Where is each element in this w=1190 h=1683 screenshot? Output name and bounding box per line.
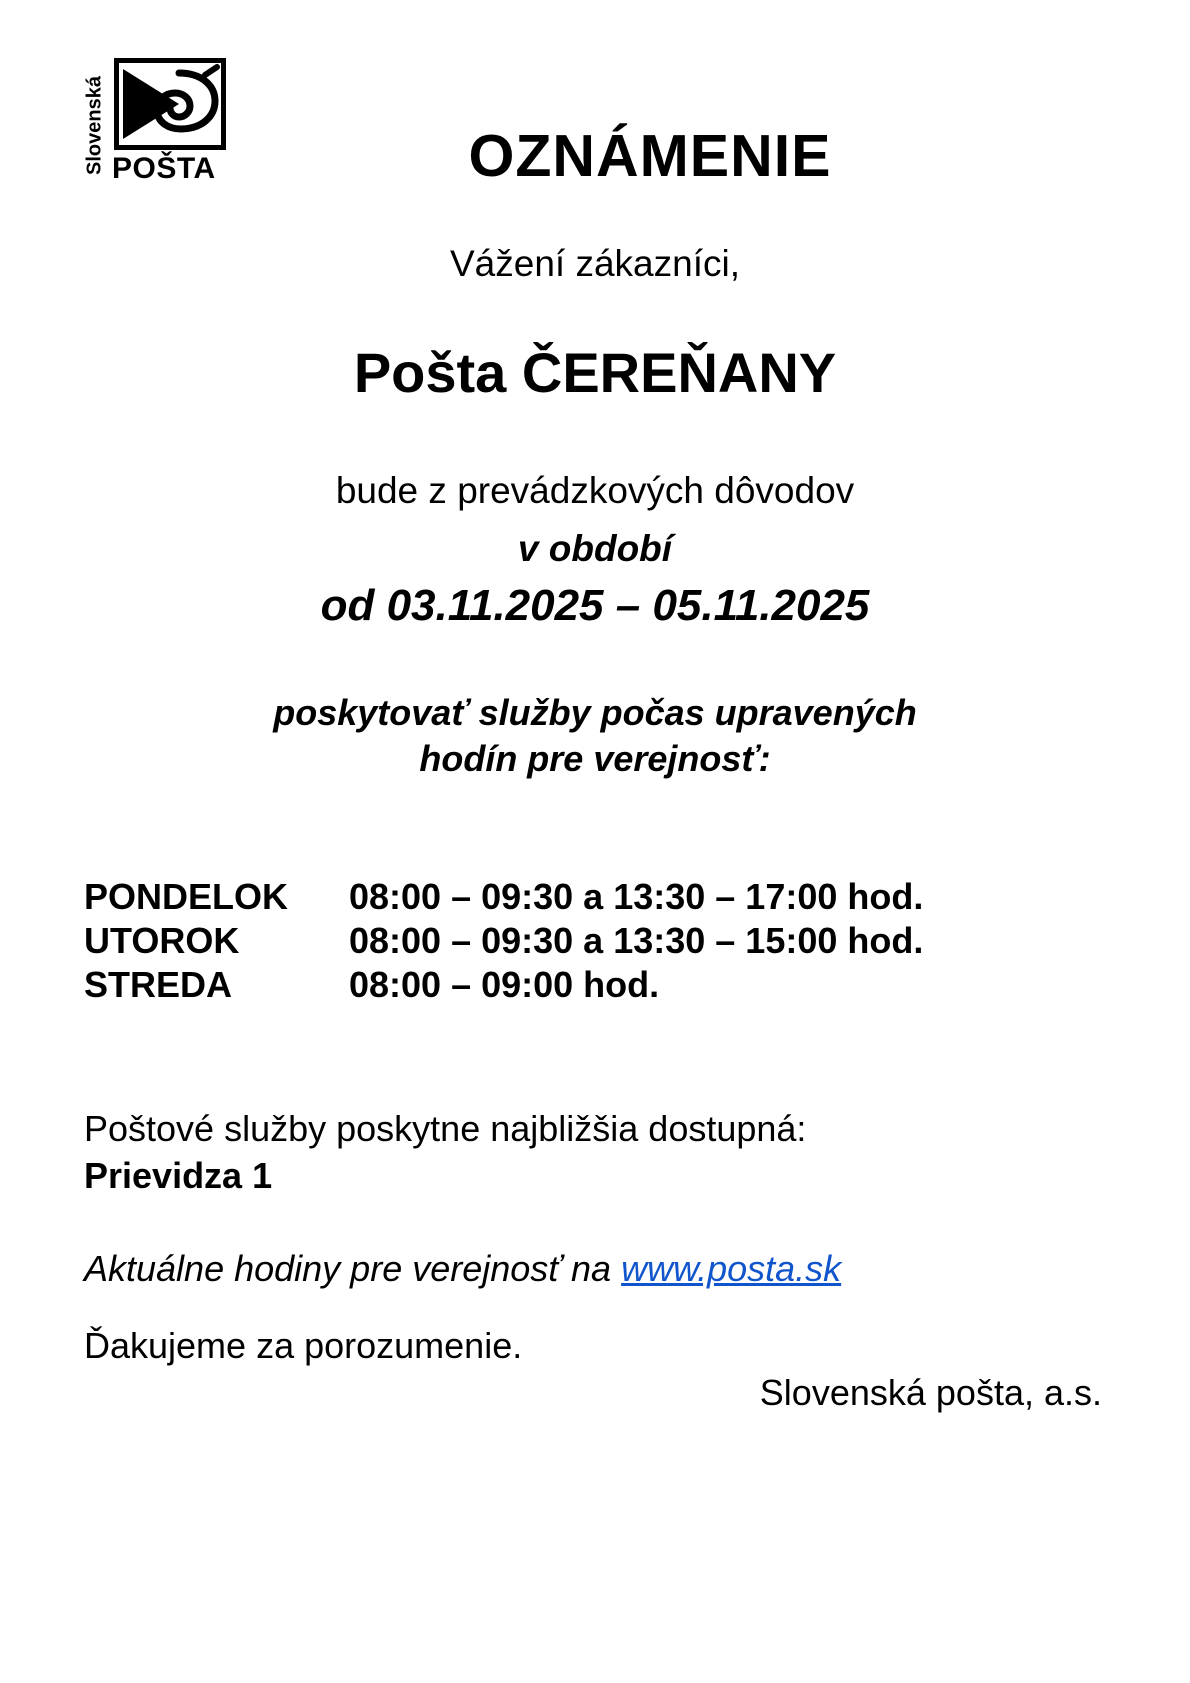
nearest-office-name: Prievidza 1 [84,1155,273,1196]
closure-reason: bude z prevádzkových dôvodov [335,470,855,511]
hours-time: 08:00 – 09:30 a 13:30 – 17:00 hod. [349,876,924,917]
hours-time: 08:00 – 09:00 hod. [349,963,660,1005]
signature-text: Slovenská pošta, a.s. [759,1372,1102,1413]
logo-bottom-text: POŠTA [112,152,216,185]
hours-time: 08:00 – 09:30 a 13:30 – 15:00 hod. [349,919,924,961]
hours-day: STREDA [84,963,233,1005]
actual-hours-prefix: Aktuálne hodiny pre verejnosť na [84,1248,622,1289]
page-title: OZNÁMENIE [468,123,832,189]
table-row [84,919,1104,963]
services-note-line-2: hodín pre verejnosť: [419,738,771,780]
logo-vertical-text: Slovenská [83,76,106,175]
table-row [84,875,1104,919]
hours-day: PONDELOK [84,876,289,917]
opening-hours-table [84,875,1104,1007]
table-row [84,963,1104,1007]
services-note [0,690,1190,782]
nearest-office-label: Poštové služby poskytne najbližšia dostupná: [84,1108,807,1149]
actual-hours-note [84,1248,841,1290]
period-label: v období [517,528,673,569]
posta-sk-link[interactable]: www.posta.sk [621,1248,842,1289]
period-dates: od 03.11.2025 – 05.11.2025 [320,581,870,630]
greeting-text: Vážení zákazníci, [450,243,740,284]
services-note-line-1: poskytovať služby počas upravených [273,692,917,733]
office-name: Pošta ČEREŇANY [353,341,837,404]
hours-day: UTOROK [84,919,240,961]
thanks-text: Ďakujeme za porozumenie. [84,1325,523,1366]
